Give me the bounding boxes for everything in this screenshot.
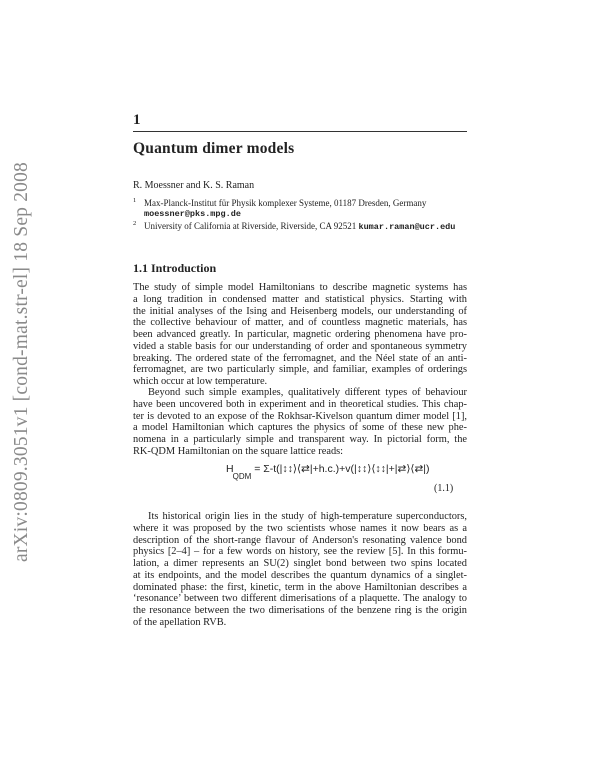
affiliation-mark: 1 <box>133 197 137 204</box>
text-line: been advanced greatly. In particular, magnetic ordering phenomena have pro- <box>133 329 467 340</box>
text-line: ‘resonance’ between two different dimerisations of a plaquette. The analogy to <box>133 593 467 605</box>
text-line: lation, a dimer represents an SU(2) singlet bond between two spins located <box>133 558 467 569</box>
text-line: at its endpoints, and the model describes the quantum dynamics of a singlet- <box>133 569 467 581</box>
authors: R. Moessner and K. S. Raman <box>133 180 255 191</box>
text-line: where it was proposed by the two scientists whose names it now bears as a <box>133 522 467 534</box>
text-line: description of the short-range flavour of Anderson's resonating valence bond <box>133 534 467 546</box>
affiliation-1 <box>133 197 426 208</box>
text-line: breaking. The ordered state of the ferromagnet, and the Néel state of an anti- <box>133 352 467 364</box>
text-line: The study of simple model Hamiltonians to describe magnetic systems has <box>133 282 467 293</box>
text-line: RK-QDM Hamiltonian on the square lattice reads: <box>133 445 344 457</box>
affiliation-2 <box>133 220 455 232</box>
text-line: have been uncovered both in experiment and in theoretical studies. This chap- <box>133 398 467 410</box>
paragraph <box>133 511 467 629</box>
email-link[interactable]: kumar.raman@ucr.edu <box>358 222 456 232</box>
equation-number: (1.1) <box>434 483 454 494</box>
equation-lhs: H <box>226 463 234 475</box>
paragraph <box>133 282 467 388</box>
chapter-rule <box>133 131 467 132</box>
text-line: Beyond such simple examples, qualitatively different types of behaviour <box>148 387 467 398</box>
text-line: Its historical origin lies in the study of high-temperature superconductors, <box>148 511 467 522</box>
text-line: a long tradition in condensed matter and statistical physics. Starting with <box>133 293 467 305</box>
text-line: nomena in a particularly simple and transparent way. In pictorial form, the <box>133 434 467 445</box>
paragraph <box>133 387 467 458</box>
text-line: the resonance between the two dimerisations of the benzene ring is the origin <box>133 605 467 616</box>
arxiv-side-stamp: arXiv:0809.3051v1 [cond-mat.str-el] 18 Sep 2008 <box>11 161 32 563</box>
chapter-title: Quantum dimer models <box>133 140 295 157</box>
text-line: ter is devoted to an expose of the Rokhsar-Kivelson quantum dimer model [1], <box>133 410 467 422</box>
affiliation-mark: 2 <box>133 220 137 227</box>
text-line: the collective behaviour of matter, and of countless magnetic materials, has <box>133 317 467 329</box>
text-line: dominated phase: the first, kinetic, term in the above Hamiltonian describes a <box>133 581 467 593</box>
email-link[interactable]: moessner@pks.mpg.de <box>144 209 241 219</box>
section-heading: 1.1 Introduction <box>133 261 217 275</box>
text-line: a model Hamiltonian which captures the physics of some of these new phe- <box>133 422 467 434</box>
equation <box>226 463 430 481</box>
affiliation-text: University of California at Riverside, Riverside, CA 92521 <box>144 221 357 231</box>
chapter-number: 1 <box>133 112 141 128</box>
text-line: vided a stable basis for our understanding of order and spontaneous symmetry <box>133 340 467 352</box>
text-line: the initial analyses of the Ising and Heisenberg models, our understanding of <box>133 305 467 317</box>
text-line: physics [2–4] – for a few words on history, see the review [5]. In this formu- <box>133 546 467 558</box>
equation-lhs-subscript: QDM <box>232 472 252 481</box>
text-line: of the apellation RVB. <box>133 616 227 628</box>
equation-rhs: = Σ-t(|↕↕⟩⟨⇄|+h.c.)+v(|↕↕⟩⟨↕↕|+|⇄⟩⟨⇄|) <box>254 463 430 475</box>
text-line: ferromagnet, are two particularly simple, and familiar, examples of orderings <box>133 364 467 376</box>
affiliation-text: Max-Planck-Institut für Physik komplexer Systeme, 01187 Dresden, Germany <box>144 198 427 208</box>
text-line: which occur at low temperature. <box>133 376 268 387</box>
